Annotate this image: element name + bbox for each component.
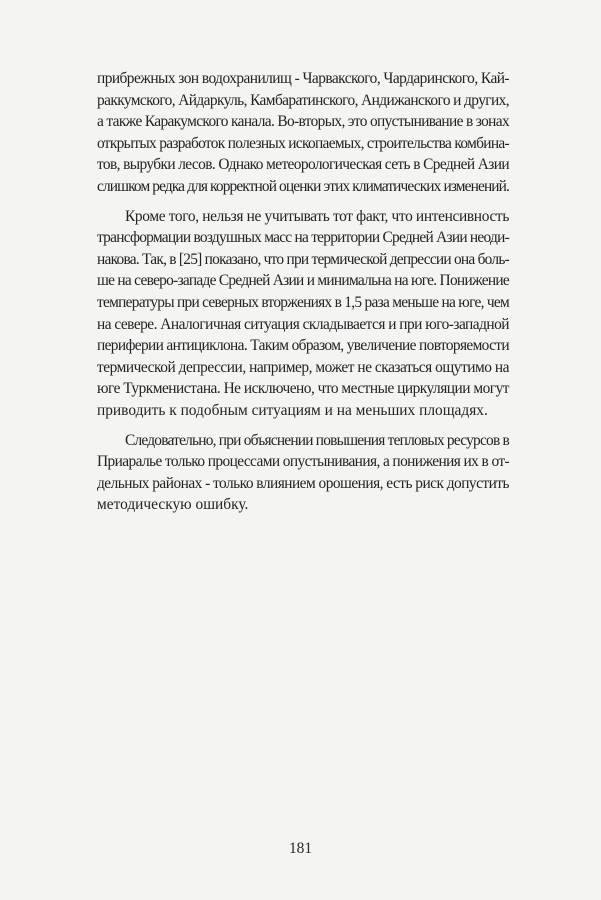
paragraph-3 — [97, 430, 509, 516]
text-line: периферии антициклона. Таким образом, увеличение повторяемости — [97, 337, 509, 355]
text-line: Следовательно, при объяснении повышения тепловых ресурсов в — [125, 431, 509, 449]
paragraph-1 — [97, 68, 509, 198]
text-line: трансформации воздушных масс на территории Средней Азии неоди- — [97, 229, 509, 247]
text-line: слишком редка для корректной оценки этих климатических изменений. — [97, 177, 509, 195]
text-line: приводить к подобным ситуациям и на меньших площадях. — [97, 401, 488, 419]
body-text — [97, 68, 509, 516]
text-line: методическую ошибку. — [97, 496, 249, 514]
page-number: 181 — [288, 840, 313, 857]
text-line: накова. Так, в [25] показано, что при термической депрессии она боль- — [97, 250, 509, 268]
text-line: на севере. Аналогичная ситуация складывается и при юго-западной — [97, 315, 509, 333]
text-line: дельных районах - только влиянием орошения, есть риск допустить — [97, 474, 509, 492]
text-line: температуры при северных вторжениях в 1,5 раза меньше на юге, чем — [97, 293, 509, 311]
text-line: а также Каракумского канала. Во-вторых, это опустынивание в зонах — [97, 113, 509, 131]
text-line: раккумского, Айдаркуль, Камбаратинского, Андижанского и других, — [97, 91, 509, 109]
text-line: открытых разработок полезных ископаемых, строительства комбина- — [97, 134, 509, 152]
text-line: Приаралье только процессами опустынивания, а понижения их в от- — [97, 453, 509, 471]
text-line: Кроме того, нельзя не учитывать тот факт, что интенсивность — [125, 207, 509, 225]
text-line: термической депрессии, например, может не сказаться ощутимо на — [97, 358, 509, 376]
text-line: юге Туркменистана. Не исключено, что местные циркуляции могут — [97, 380, 509, 398]
text-line: ше на северо-западе Средней Азии и минимальна на юге. Понижение — [97, 272, 509, 290]
text-line: тов, вырубки лесов. Однако метеорологическая сеть в Средней Азии — [97, 156, 509, 174]
paragraph-2 — [97, 206, 509, 422]
text-line: прибрежных зон водохранилищ - Чарвакского, Чардаринского, Кай- — [97, 70, 509, 87]
